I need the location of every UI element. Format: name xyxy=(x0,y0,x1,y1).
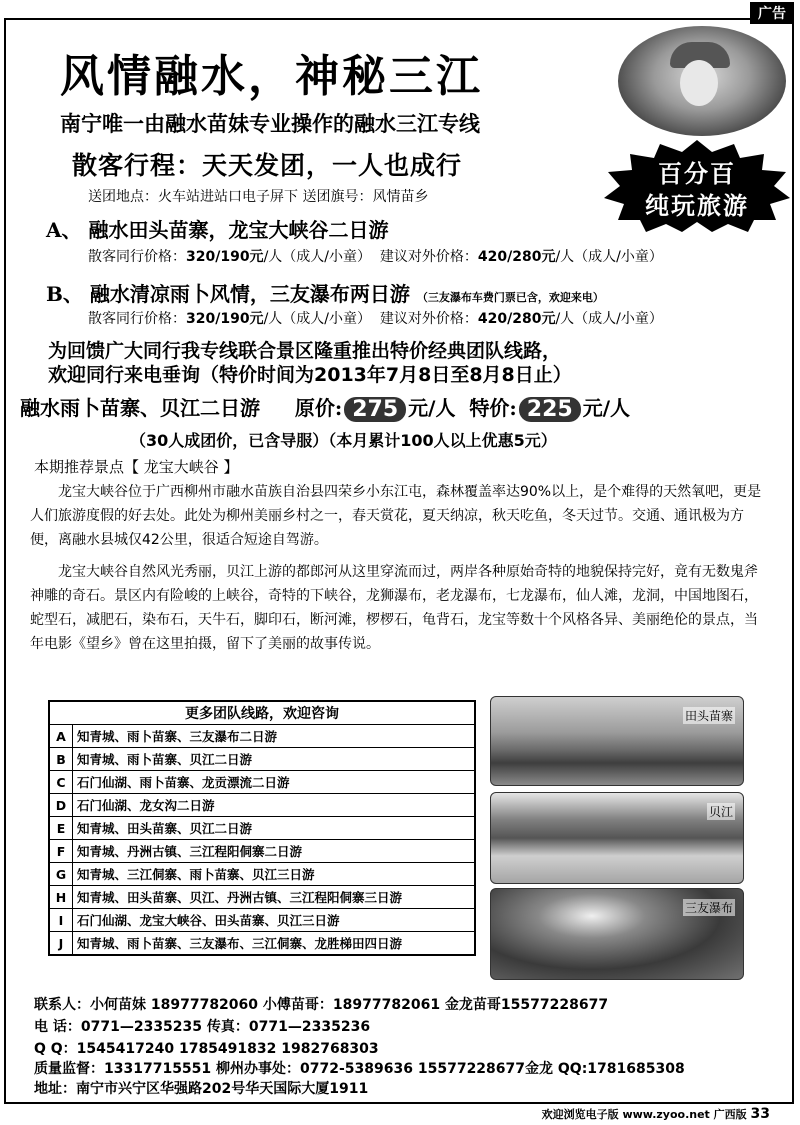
price-label: 建议对外价格： xyxy=(379,249,478,265)
group-note: （30人成团价，已含导服）（本月累计100人以上优惠5元） xyxy=(130,431,557,450)
row-route: 知青城、雨卜苗寨、三友瀑布、三江侗寨、龙胜梯田四日游 xyxy=(73,932,476,956)
row-route: 知青城、丹洲古镇、三江程阳侗寨二日游 xyxy=(73,840,476,863)
table-row xyxy=(49,771,475,794)
contact-supervision: 质量监督：13317715551 柳州办事处：0772-5389636 15577228677金龙 QQ:1781685308 xyxy=(34,1061,685,1077)
price-value: 420/280元 xyxy=(477,311,556,327)
table-row xyxy=(49,840,475,863)
miao-girl-photo xyxy=(618,26,786,136)
footer-edition: 广西版 xyxy=(713,1108,747,1121)
table-row xyxy=(49,748,475,771)
price-unit: /人（成人/小童） xyxy=(555,249,663,265)
price-value: 320/190元 xyxy=(186,311,264,327)
photo-tiantou-village xyxy=(490,696,744,786)
photo-caption: 贝江 xyxy=(708,805,733,819)
price-label: 散客同行价格： xyxy=(88,311,186,327)
row-letter: G xyxy=(49,863,73,886)
price-unit: /人（成人/小童） xyxy=(263,311,371,327)
route-title-text: B、 融水清凉雨卜风情，三友瀑布两日游 xyxy=(46,282,410,306)
special-offer xyxy=(20,392,630,422)
footer-text: 欢迎浏览电子版 www.zyoo.net xyxy=(541,1108,710,1121)
spot-heading: 本期推荐景点【 龙宝大峡谷 】 xyxy=(34,458,239,476)
price-unit: /人（成人/小童） xyxy=(555,311,663,327)
row-letter: F xyxy=(49,840,73,863)
badge-line2: 纯玩旅游 xyxy=(645,192,749,220)
orig-price: 275 xyxy=(344,397,406,422)
route-title-text: A、 融水田头苗寨，龙宝大峡谷二日游 xyxy=(46,218,389,242)
more-routes-table xyxy=(48,700,476,956)
table-row xyxy=(49,863,475,886)
ad-tag: 广告 xyxy=(750,2,794,24)
row-route: 知青城、雨卜苗寨、贝江二日游 xyxy=(73,748,476,771)
price-value: 320/190元 xyxy=(186,249,264,265)
photo-caption: 田头苗寨 xyxy=(684,709,733,723)
page-number: 33 xyxy=(750,1106,770,1122)
row-letter: J xyxy=(49,932,73,956)
meeting-point: 送团地点：火车站进站口电子屏下 送团旗号：风情苗乡 xyxy=(88,189,429,205)
row-letter: E xyxy=(49,817,73,840)
route-b-title xyxy=(46,278,604,307)
table-row xyxy=(49,817,475,840)
table-row xyxy=(49,725,475,748)
row-letter: D xyxy=(49,794,73,817)
photo-beijiang xyxy=(490,792,744,884)
footer xyxy=(542,1106,770,1122)
row-letter: I xyxy=(49,909,73,932)
route-a-title xyxy=(46,214,388,243)
photo-sanyou-waterfall xyxy=(490,888,744,980)
photo-caption: 三友瀑布 xyxy=(684,901,733,915)
row-route: 知青城、田头苗寨、贝江、丹洲古镇、三江程阳侗寨三日游 xyxy=(73,886,476,909)
pure-tour-badge xyxy=(604,140,790,232)
badge-line1: 百分百 xyxy=(658,160,736,188)
route-a-price xyxy=(88,246,663,266)
row-letter: B xyxy=(49,748,73,771)
special-price: 225 xyxy=(519,397,581,422)
table-row xyxy=(49,794,475,817)
table-row xyxy=(49,932,475,956)
contact-people: 联系人：小何苗妹 18977782060 小傅苗哥：18977782061 金龙苗哥15577228677 xyxy=(34,997,609,1013)
row-route: 石门仙湖、龙女沟二日游 xyxy=(73,794,476,817)
face-shape xyxy=(680,60,718,106)
special-price-unit: 元/人 xyxy=(582,396,631,420)
spot-paragraph-2: 龙宝大峡谷自然风光秀丽，贝江上游的都郎河从这里穿流而过，两岸各种原始奇特的地貌保持完好，竟有无数鬼斧神雕的奇石。景区内有险峻的上峡谷，奇特的下峡谷，龙狮瀑布，老龙瀑布，七龙瀑布，仙人滩，龙洞，中国地图石，蛇型石，减肥石，染布石，天牛石，脚印石，断河滩，椤椤石，龟背石，龙宝等数十个风格各异、美丽绝伦的景点，当年电影《望乡》曾在这里拍摄，留下了美丽的故事传说。 xyxy=(30,564,758,652)
price-value: 420/280元 xyxy=(477,249,556,265)
row-route: 知青城、三江侗寨、雨卜苗寨、贝江三日游 xyxy=(73,863,476,886)
row-route: 石门仙湖、雨卜苗寨、龙贡漂流二日游 xyxy=(73,771,476,794)
row-letter: H xyxy=(49,886,73,909)
orig-price-label: 原价: xyxy=(294,396,343,420)
row-letter: C xyxy=(49,771,73,794)
daily-departure-heading: 散客行程：天天发团，一人也成行 xyxy=(72,151,463,180)
special-route: 融水雨卜苗寨、贝江二日游 xyxy=(20,396,260,420)
route-b-price xyxy=(88,308,663,328)
price-label: 建议对外价格： xyxy=(379,311,478,327)
table-row xyxy=(49,909,475,932)
contact-address: 地址：南宁市兴宁区华强路202号华天国际大厦1911 xyxy=(34,1081,369,1097)
table-row xyxy=(49,886,475,909)
row-route: 石门仙湖、龙宝大峡谷、田头苗寨、贝江三日游 xyxy=(73,909,476,932)
price-unit: /人（成人/小童） xyxy=(263,249,371,265)
contact-qq: Q Q：1545417240 1785491832 1982768303 xyxy=(34,1041,379,1057)
spot-paragraph-1: 龙宝大峡谷位于广西柳州市融水苗族自治县四荣乡小东江屯，森林覆盖率达90%以上，是个难得的天然氧吧，更是人们旅游度假的好去处。此处为柳州美丽乡村之一，春天赏花，夏天纳凉，秋天吃鱼，冬天过节。交通、通讯极为方便，离融水县城仅42公里，很适合短途自驾游。 xyxy=(30,484,762,548)
row-route: 知青城、雨卜苗寨、三友瀑布二日游 xyxy=(73,725,476,748)
page-title: 风情融水，神秘三江 xyxy=(60,51,483,102)
row-letter: A xyxy=(49,725,73,748)
more-routes-heading: 更多团队线路，欢迎咨询 xyxy=(49,701,475,725)
orig-price-unit: 元/人 xyxy=(408,396,456,420)
special-price-label: 特价: xyxy=(469,396,517,420)
subtitle: 南宁唯一由融水苗妹专业操作的融水三江专线 xyxy=(60,112,480,136)
promo-line2: 欢迎同行来电垂询（特价时间为2013年7月8日至8月8日止） xyxy=(48,364,572,386)
promo-line1: 为回馈广大同行我专线联合景区隆重推出特价经典团队线路， xyxy=(48,340,562,362)
row-route: 知青城、田头苗寨、贝江二日游 xyxy=(73,817,476,840)
price-label: 散客同行价格： xyxy=(88,249,186,265)
contact-phone-fax: 电 话：0771—2335235 传真：0771—2335236 xyxy=(34,1019,371,1035)
route-note: （三友瀑布车费门票已含，欢迎来电） xyxy=(416,291,604,304)
